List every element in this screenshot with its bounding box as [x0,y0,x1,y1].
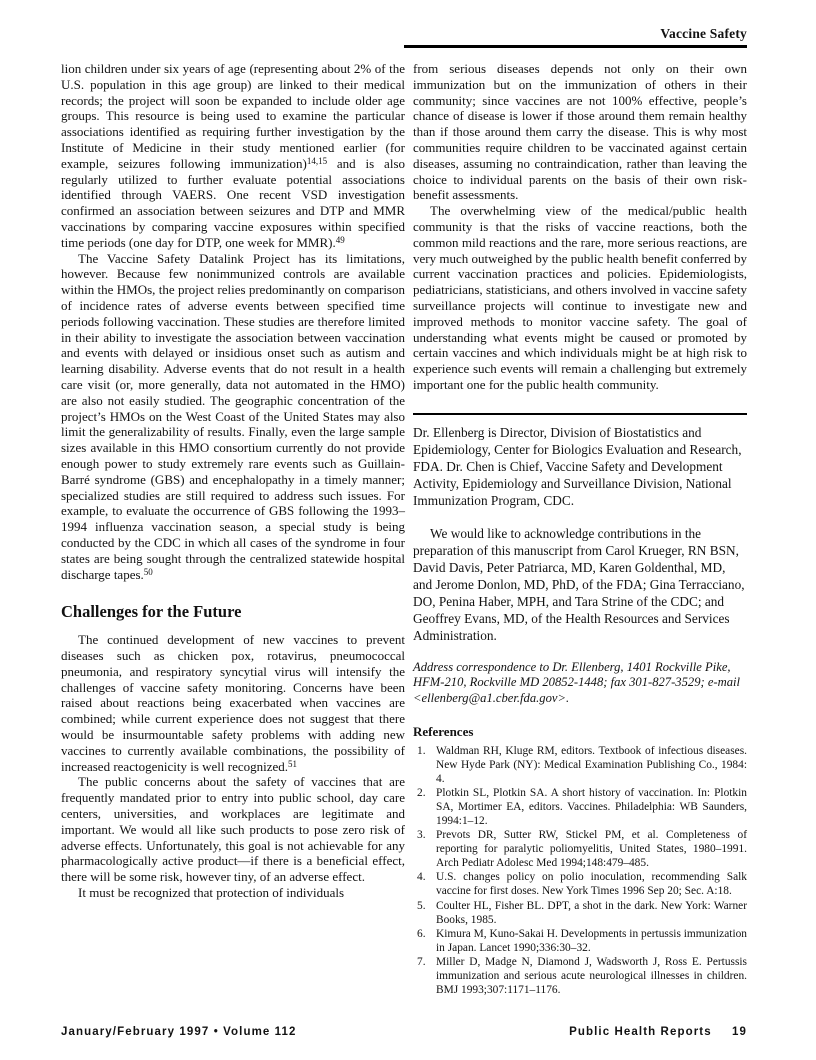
paragraph: lion children under six years of age (representing about 2% of the U.S. population in this age group) are linked to their medical records; the project will soon be expanded to include older age groups. This resource is being used to examine the particular associations identified as requiring further investigation by the Institute of Medicine in their study mentioned earlier (for example, seizures following immunization)$^{14,15}$ and is also regularly utilized to further evaluate potential associations identified through VAERS. One recent VSD investigation confirmed an association between seizures and DTP and MMR vaccinations by comparing vaccine exposures within specified time periods (one day for DTP, one week for MMR).$^{49}$ [61,61,405,250]
acknowledgments: We would like to acknowledge contributions in the preparation of this manuscript from Carol Krueger, RN BSN, David Davis, Peter Patriarca, MD, Karen Goldenthal, MD, and Jerome Donlon, MD, PhD, of the FDA; Gina Terracciano, DO, Penina Haber, MPH, and Tara Strine of the CDC; and Geoffrey Evans, MD, of the Health Resources and Services Administration. [413,525,745,643]
reference-text: Prevots DR, Sutter RW, Stickel PM, et al. Completeness of reporting for paralytic poliomyelitis, United States, 1980–1991. Arch Pediatr Adolesc Med 1994;148:479–485. [436,829,747,870]
citation-superscript: 14,15 [306,155,328,166]
references-list [413,744,747,998]
left-column [61,61,405,901]
reference-item [417,870,747,898]
footer-page-number: 19 [732,1026,747,1038]
reference-number: 1. [417,744,426,757]
right-column [413,61,747,997]
footer [61,1026,747,1038]
reference-text: U.S. changes policy on polio inoculation, recommending Salk vaccine for first doses. New York Times 1996 Sep 20; Sec. A:18. [436,871,747,898]
reference-text: Plotkin SL, Plotkin SA. A short history of vaccination. In: Plotkin SA, Mortimer EA, editors. Vaccines. Philadelphia: WB Saunders, 1994:1–12. [436,786,747,827]
section-heading: Challenges for the Future [61,602,242,622]
reference-item [417,899,747,927]
header-rule [404,45,747,48]
reference-text: Coulter HL, Fisher BL. DPT, a shot in the dark. New York: Warner Books, 1985. [436,899,747,926]
paragraph: from serious diseases depends not only on their own immunization but on the immunization of others in their community; since vaccines are not 100% effective, people’s chance of disease is lower if those around them remain healthy than if those around them carry the disease. This is why most communities require children to be vaccinated against certain diseases, assuming no contraindication, rather than leaving the choice to individual parents on the basis of their own risk-benefit assessments. [413,61,747,203]
reference-number: 4. [417,871,426,884]
paragraph: The public concerns about the safety of vaccines that are frequently mandated prior to entry into public school, day care centers, universities, and workplaces are legitimate and important. We would all like such products to pose zero risk of adverse effects. Unfortunately, this goal is not achievable for any pharmacologically active product—if there is a beneficial effect, there will be some risk, however tiny, of an adverse effect. [61,774,405,885]
reference-item [417,786,747,828]
references-heading: References [413,723,474,739]
citation-superscript: 51 [288,758,298,769]
reference-text: Miller D, Madge N, Diamond J, Wadsworth J, Ross E. Pertussis immunization and serious acute neurological illnesses in children. BMJ 1993;307:1171–1176. [436,955,747,997]
reference-text: Kimura M, Kuno-Sakai H. Developments in pertussis immunization in Japan. Lancet 1990;336:30–32. [436,927,747,954]
author-bio: Dr. Ellenberg is Director, Division of Biostatistics and Epidemiology, Center for Biologics Evaluation and Research, FDA. Dr. Chen is Chief, Vaccine Safety and Development Activity, Epidemiology and Surveillance Division, National Immunization Program, CDC. [413,424,742,508]
running-head: Vaccine Safety [660,26,747,41]
footer-issue-volume: January/February 1997 • Volume 112 [61,1026,297,1038]
reference-text: Waldman RH, Kluge RM, editors. Textbook of infectious diseases. New Hyde Park (NY): Medical Examination Publishing Co., 1984: 4. [436,744,747,785]
reference-number: 2. [417,786,426,799]
paragraph: It must be recognized that protection of individuals [78,885,345,901]
divider-rule [413,413,747,415]
footer-journal [569,1026,747,1038]
reference-number: 5. [417,899,426,912]
reference-item [417,828,747,870]
citation-superscript: 49 [335,234,345,245]
reference-item [417,955,747,997]
citation-superscript: 50 [143,566,153,577]
reference-item [417,927,747,955]
reference-item [417,744,747,786]
paragraph: The continued development of new vaccines to prevent diseases such as chicken pox, rotavirus, pneumococcal pneumonia, and respiratory syncytial virus will intensify the challenges of vaccine safety monitoring. Concerns have been raised about reactions being exacerbated when vaccines are combined; while current experience does not suggest that there would be insurmountable safety problems with adding new vaccines to currently available combinations, the possibility of increased reactogenicity is well recognized.$^{51}$ [61,632,405,774]
correspondence-address: Address correspondence to Dr. Ellenberg, 1401 Rockville Pike, HFM-210, Rockville MD 20852-1448; fax 301-827-3529; e-mail <ellenberg@a1.cber.fda.gov>. [413,659,741,705]
reference-number: 3. [417,829,426,842]
paragraph: The overwhelming view of the medical/public health community is that the risks of vaccine reactions, both the common mild reactions and the rare, more serious reactions, are very much outweighed by the public health benefit conferred by current vaccination practices and policies. Epidemiologists, pediatricians, statisticians, and others involved in vaccine safety surveillance projects will continue to investigate new and improved methods to monitor vaccine safety. The goal of understanding what events might be caused or promoted by certain vaccines and which individuals might be at high risk to experience such events will remain a challenging but extremely important one for the public health community. [413,203,747,392]
paragraph: The Vaccine Safety Datalink Project has its limitations, however. Because few nonimmunized controls are available within the HMOs, the project relies predominantly on comparison of incidence rates of adverse events between specified time periods following vaccination. These studies are therefore limited in their ability to investigate the association between vaccination and events with delayed or insidious onset such as autism and learning disability. Adverse events that do not result in a health care visit (or, more generally, data not automated in the HMO) are also not easily studied. The geographic concentration of the project’s HMOs on the West Coast of the United States may also limit the generalizability of results. Finally, even the large sample sizes available in this HMO consortium currently do not provide enough power to study extremely rare events such as Guillain-Barré syndrome (GBS) and encephalopathy in a timely manner; specialized studies are still required to address such issues. For example, to evaluate the occurrence of GBS following the 1993–1994 influenza vaccination season, a special study is being conducted by the CDC in which all cases of the syndrome in four states are being sought through the centralized statewide hospital discharge tapes.$^{50}$ [61,250,405,582]
reference-number: 6. [417,927,426,940]
footer-journal-title: Public Health Reports [569,1026,712,1038]
reference-number: 7. [417,955,426,968]
